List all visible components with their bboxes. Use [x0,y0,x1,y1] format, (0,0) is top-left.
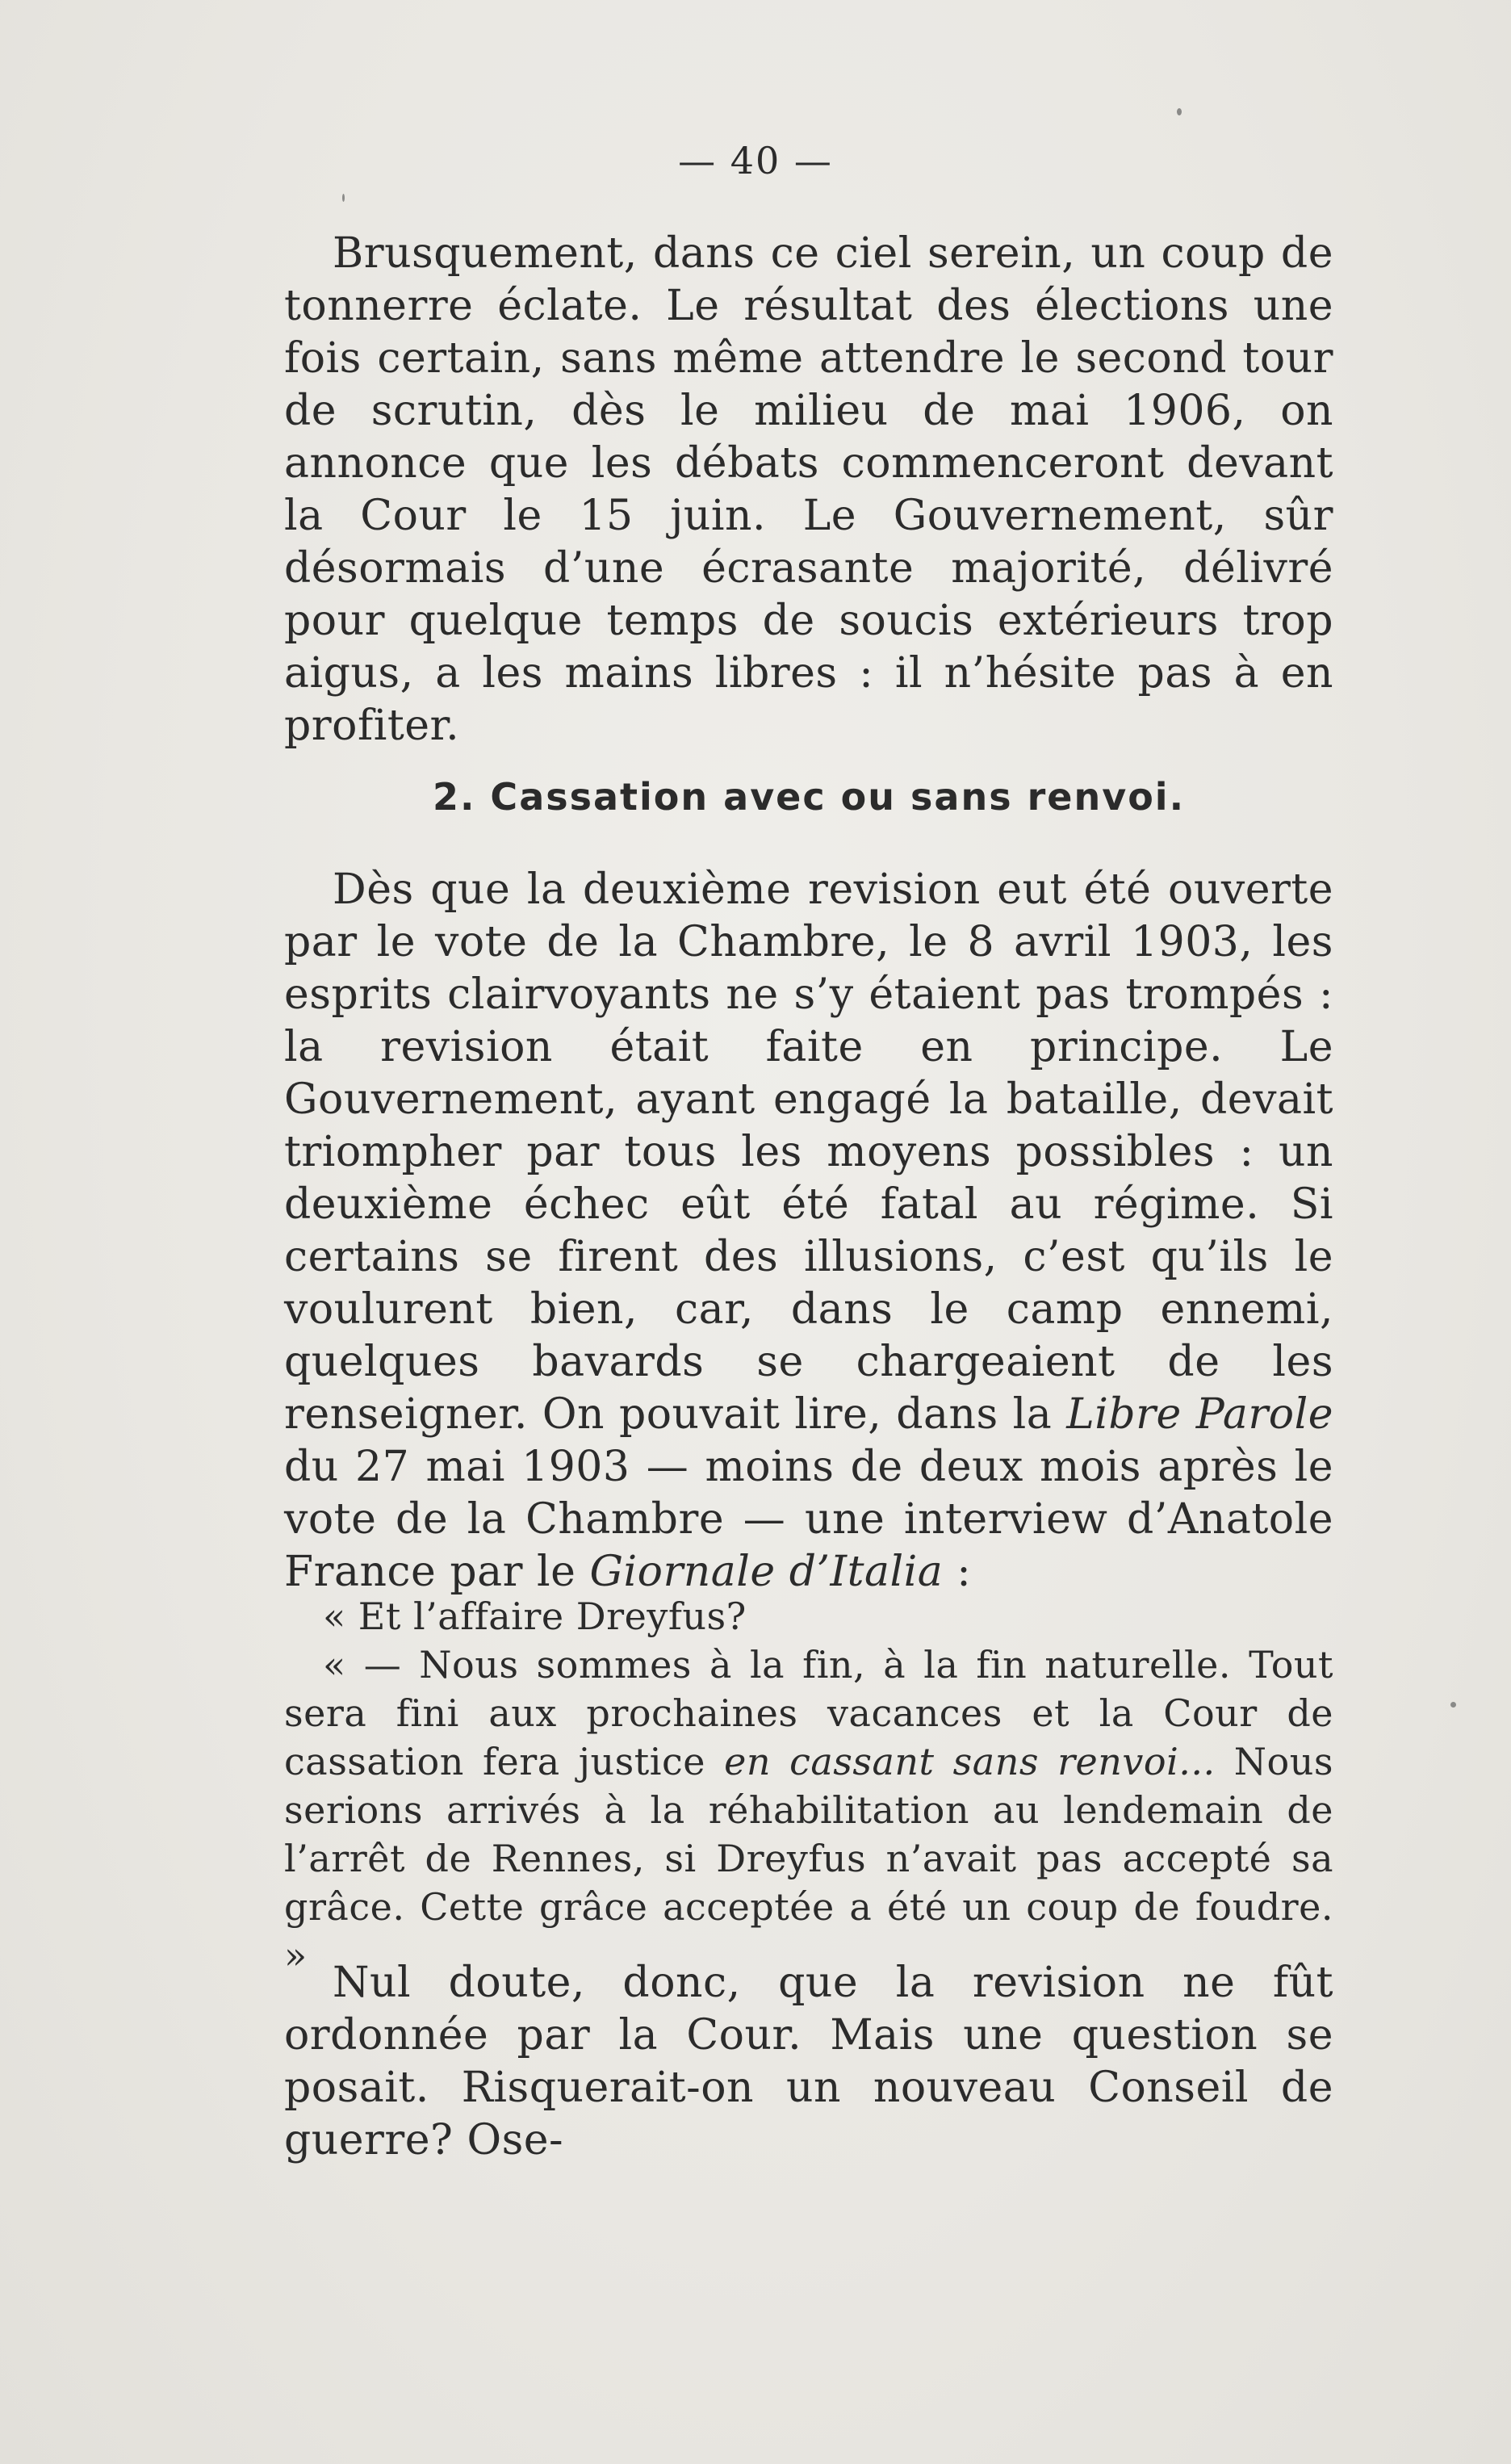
paper-speck [1450,1702,1456,1708]
paragraph-2-text-b: du 27 mai 1903 — moins de deux mois après le vote de la Chambre — une interview d’Anatole France par le [284,1443,1333,1596]
quotation-text-b: Nous serions arrivés à la réhabilitation au lendemain de l’arrêt de Rennes, si Dreyfus n’avait pas accepté sa grâce. Cette grâce acceptée a été un coup de foudre. » [284,1740,1333,1977]
newspaper-title-libre-parole: Libre Parole [1066,1390,1333,1439]
paragraph-3: Nul doute, donc, que la revision ne fût ordonnée par la Cour. Mais une question se posait. Risquerait-on un nouveau Conseil de guerre? Ose- [284,1959,1333,2164]
quotation-italic: en cassant sans renvoi... [724,1740,1216,1783]
section-heading: 2. Cassation avec ou sans renvoi. [432,775,1186,819]
page-number: — 40 — [678,139,833,182]
paragraph-2-text-a: Dès que la deuxième revision eut été ouverte par le vote de la Chambre, le 8 avril 1903, les esprits clairvoyants ne s’y étaient pas trompés : la revision était faite en principe. Le Gouvernement, ayant engagé la bataille, devait triompher par tous les moyens possibles : un deuxième échec eût été fatal au régime. Si certains se firent des illusions, c’est qu’ils le voulurent bien, car, dans le camp ennemi, quelques bavards se chargeaient de les renseigner. On pouvait lire, dans la [284,865,1333,1439]
paragraph-1: Brusquement, dans ce ciel serein, un coup de tonnerre éclate. Le résultat des élections une fois certain, sans même attendre le second tour de scrutin, dès le milieu de mai 1906, on annonce que les débats commenceront devant la Cour le 15 juin. Le Gouvernement, sûr désormais d’une écrasante majorité, délivré pour quelque temps de soucis extérieurs trop aigus, a les mains libres : il n’hésite pas à en profiter. [284,229,1333,750]
paragraph-2 [284,864,1333,1599]
paper-speck [1177,108,1182,115]
paragraph-1-block [284,228,1333,752]
quotation-block [284,1592,1333,1980]
paragraph-2-text-c: : [943,1548,972,1596]
newspaper-title-giornale: Giornale d’Italia [589,1548,944,1596]
quotation-text-a: « — Nous sommes à la fin, à la fin naturelle. Tout sera fini aux prochaines vacances et la Cour de cassation fera justice [284,1643,1333,1783]
paragraph-2-block [284,864,1333,1599]
quotation-line-1: « Et l’affaire Dreyfus? [323,1594,747,1638]
paragraph-3-block [284,1957,1333,2167]
quotation-paragraph [284,1641,1333,1980]
paper-speck [342,194,345,202]
